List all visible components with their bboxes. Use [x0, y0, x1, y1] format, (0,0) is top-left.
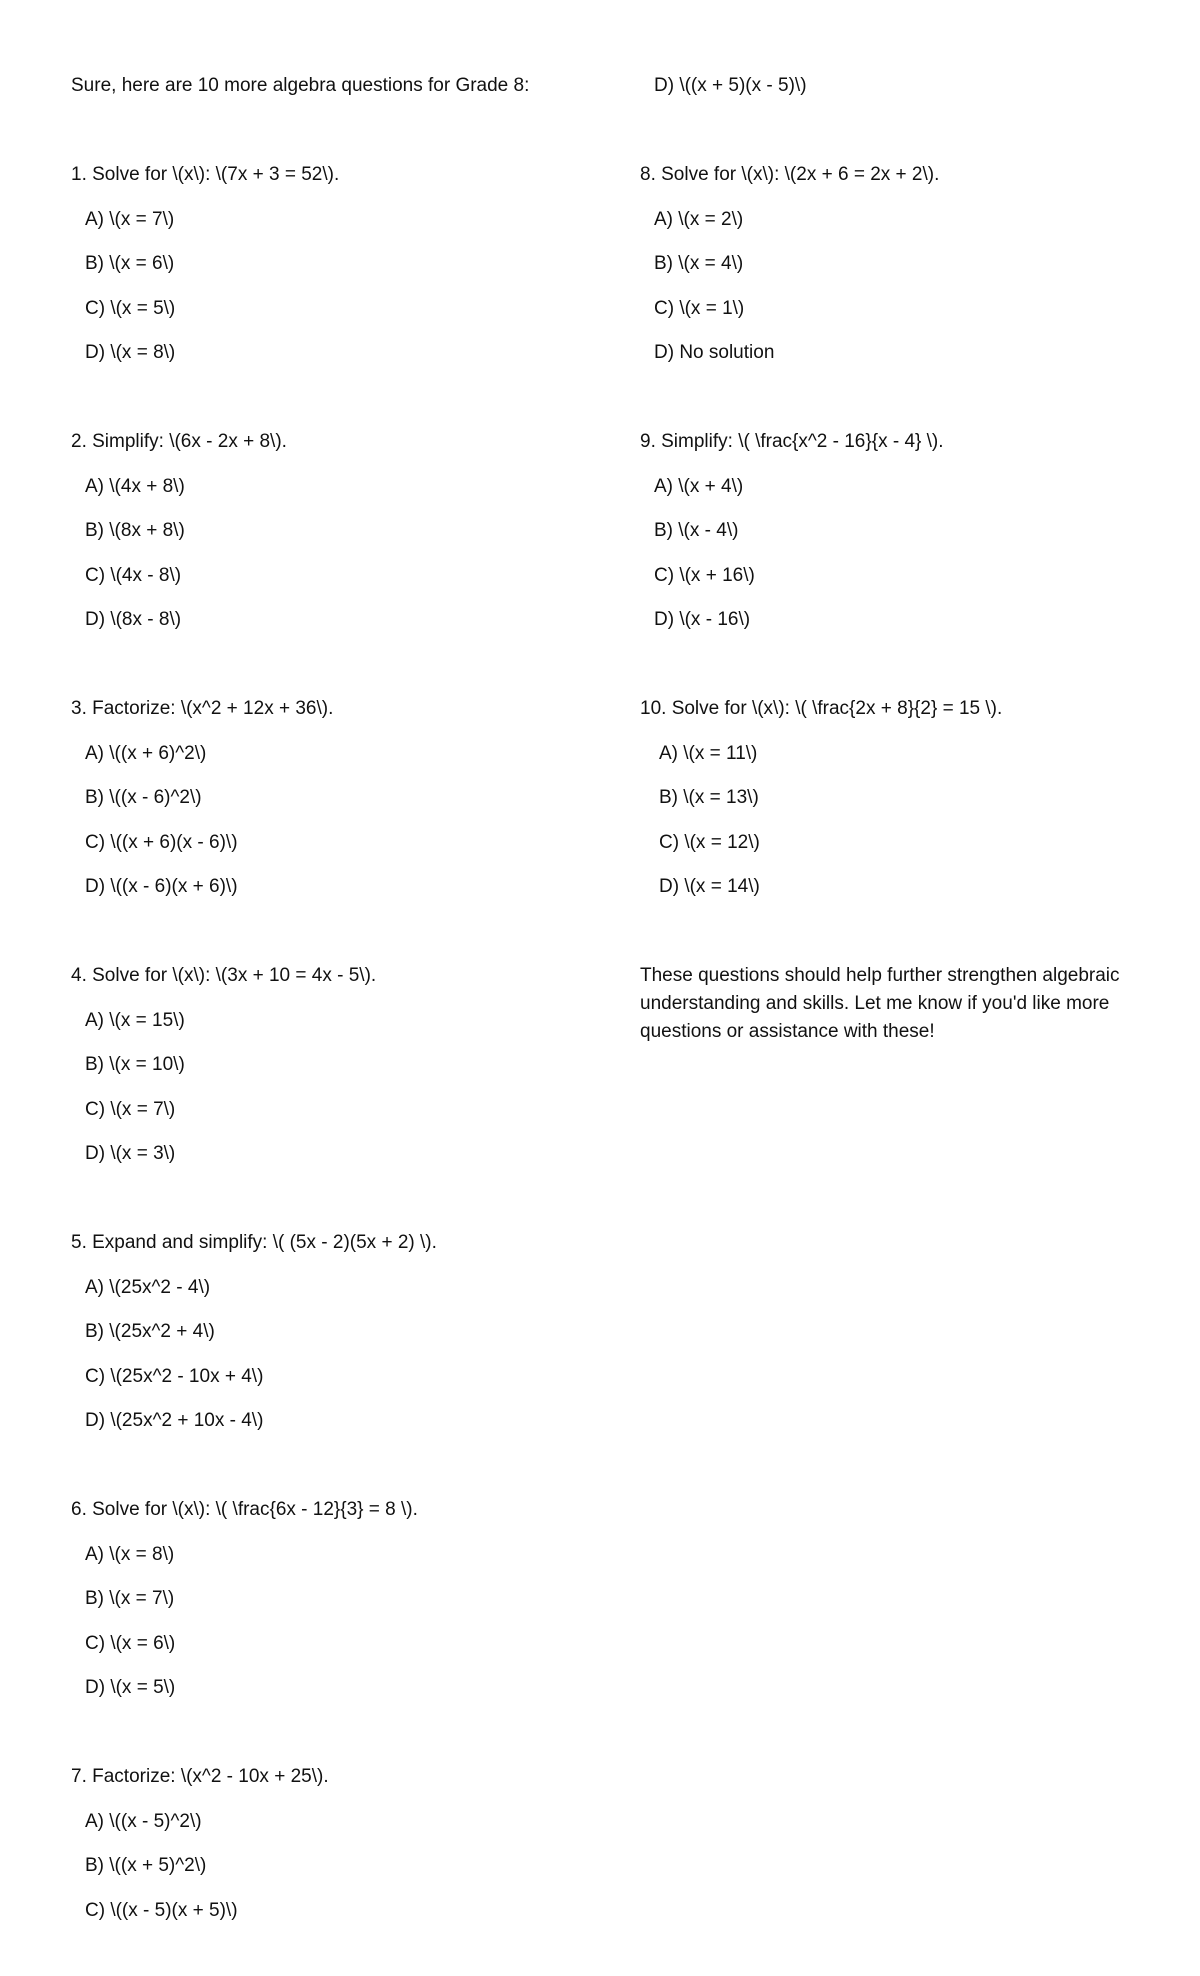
question-5-option-b: B) \(25x^2 + 4\) [85, 1321, 215, 1342]
question-6-option-a: A) \(x = 8\) [85, 1544, 175, 1565]
question-1-option-a: A) \(x = 7\) [85, 209, 175, 230]
intro-text: Sure, here are 10 more algebra questions for Grade 8: [71, 75, 530, 96]
question-2-option-a: A) \(4x + 8\) [85, 476, 185, 497]
question-8-option-d: D) No solution [654, 342, 775, 363]
question-6-option-d: D) \(x = 5\) [85, 1677, 176, 1698]
question-5-option-d: D) \(25x^2 + 10x - 4\) [85, 1410, 264, 1431]
question-8-option-a: A) \(x = 2\) [654, 209, 744, 230]
question-5-option-c: C) \(25x^2 - 10x + 4\) [85, 1366, 264, 1387]
question-4-option-a: A) \(x = 15\) [85, 1010, 185, 1031]
closing-paragraph: These questions should help further strengthen algebraic understanding and skills. Let me know if you'd like more questions or assistance with these! [640, 965, 1120, 1042]
question-2-option-b: B) \(8x + 8\) [85, 520, 185, 541]
question-2-option-d: D) \(8x - 8\) [85, 609, 182, 630]
question-3-prompt: 3. Factorize: \(x^2 + 12x + 36\). [71, 698, 334, 719]
question-7-option-a: A) \((x - 5)^2\) [85, 1811, 202, 1832]
question-9-prompt: 9. Simplify: \( \frac{x^2 - 16}{x - 4} \). [640, 431, 944, 452]
question-1-option-d: D) \(x = 8\) [85, 342, 176, 363]
question-2-option-c: C) \(4x - 8\) [85, 565, 182, 586]
question-10-option-d: D) \(x = 14\) [659, 876, 760, 897]
question-4-prompt: 4. Solve for \(x\): \(3x + 10 = 4x - 5\). [71, 965, 377, 986]
question-6-option-c: C) \(x = 6\) [85, 1633, 176, 1654]
question-4-option-d: D) \(x = 3\) [85, 1143, 176, 1164]
question-9-option-d: D) \(x - 16\) [654, 609, 751, 630]
question-1-option-c: C) \(x = 5\) [85, 298, 176, 319]
question-2-prompt: 2. Simplify: \(6x - 2x + 8\). [71, 431, 287, 452]
question-3-option-c: C) \((x + 6)(x - 6)\) [85, 832, 238, 853]
question-9-option-a: A) \(x + 4\) [654, 476, 744, 497]
question-1-option-b: B) \(x = 6\) [85, 253, 175, 274]
question-5-prompt: 5. Expand and simplify: \( (5x - 2)(5x + 2) \). [71, 1232, 437, 1253]
question-10-prompt: 10. Solve for \(x\): \( \frac{2x + 8}{2} = 15 \). [640, 698, 1003, 719]
question-8-option-c: C) \(x = 1\) [654, 298, 745, 319]
question-3-option-b: B) \((x - 6)^2\) [85, 787, 202, 808]
question-3-option-a: A) \((x + 6)^2\) [85, 743, 207, 764]
question-4-option-c: C) \(x = 7\) [85, 1099, 176, 1120]
question-1-prompt: 1. Solve for \(x\): \(7x + 3 = 52\). [71, 164, 340, 185]
question-5-option-a: A) \(25x^2 - 4\) [85, 1277, 211, 1298]
question-6-option-b: B) \(x = 7\) [85, 1588, 175, 1609]
question-7-option-d: D) \((x + 5)(x - 5)\) [654, 75, 807, 96]
question-7-option-c: C) \((x - 5)(x + 5)\) [85, 1900, 238, 1921]
question-7-option-b: B) \((x + 5)^2\) [85, 1855, 207, 1876]
question-8-option-b: B) \(x = 4\) [654, 253, 744, 274]
question-4-option-b: B) \(x = 10\) [85, 1054, 185, 1075]
question-8-prompt: 8. Solve for \(x\): \(2x + 6 = 2x + 2\). [640, 164, 940, 185]
question-9-option-c: C) \(x + 16\) [654, 565, 755, 586]
question-6-prompt: 6. Solve for \(x\): \( \frac{6x - 12}{3} = 8 \). [71, 1499, 418, 1520]
question-10-option-b: B) \(x = 13\) [659, 787, 759, 808]
question-10-option-c: C) \(x = 12\) [659, 832, 760, 853]
question-9-option-b: B) \(x - 4\) [654, 520, 739, 541]
question-7-prompt: 7. Factorize: \(x^2 - 10x + 25\). [71, 1766, 329, 1787]
question-10-option-a: A) \(x = 11\) [659, 743, 758, 764]
question-3-option-d: D) \((x - 6)(x + 6)\) [85, 876, 238, 897]
